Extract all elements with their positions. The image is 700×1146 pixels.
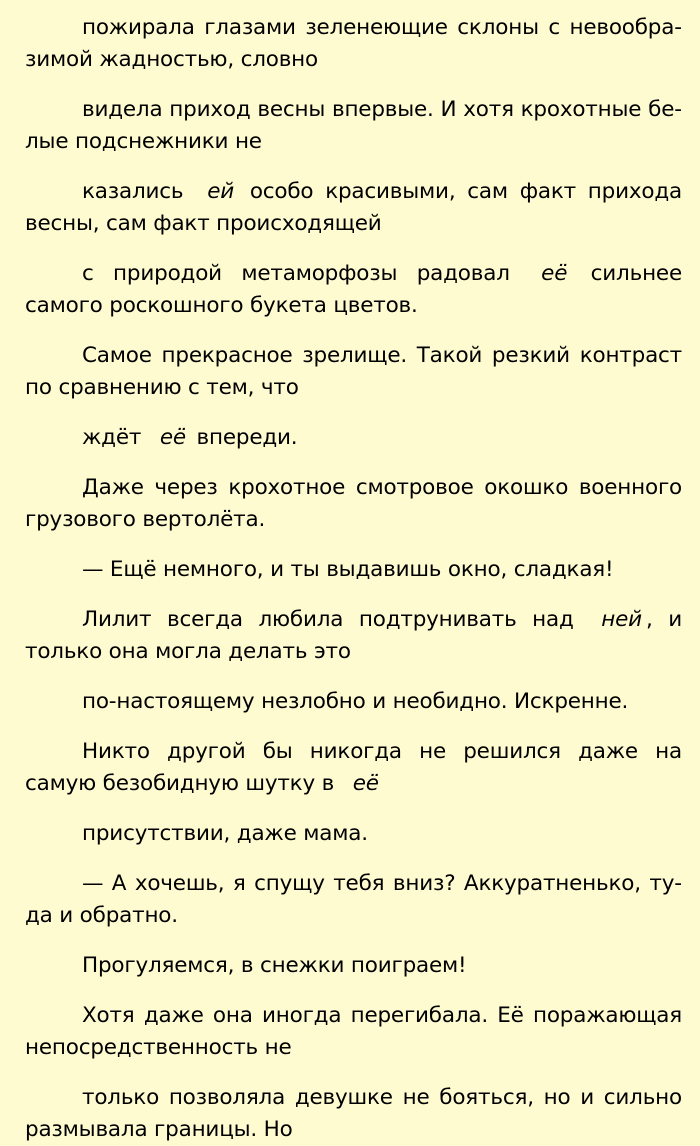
text-body — [25, 12, 682, 1146]
text-segment: Прогуляемся, в снежки поиграем! — [82, 953, 467, 978]
paragraph — [25, 176, 682, 240]
paragraph — [25, 422, 682, 454]
text-segment: только позволяла девушке не бояться, но и сильно размывала границы. Но — [25, 1085, 682, 1142]
paragraph — [25, 686, 682, 718]
text-segment: ждёт — [82, 425, 148, 450]
text-segment: присутствии, даже мама. — [82, 821, 368, 846]
paragraph — [25, 94, 682, 158]
paragraph — [25, 736, 682, 800]
text-segment: — А хочешь, я спущу тебя вниз? Аккуратненько, туда и обратно. — [25, 871, 682, 928]
paragraph — [25, 554, 682, 586]
paragraph — [25, 472, 682, 536]
paragraph — [25, 604, 682, 668]
text-segment: Лилит всегда любила подтрунивать над — [82, 607, 590, 632]
text-segment: Даже через крохотное смотровое окошко военного грузового вертолёта. — [25, 475, 682, 532]
text-segment: сильнее самого роскошного букета цветов. — [25, 261, 682, 318]
paragraph — [25, 1082, 682, 1146]
italic-pronoun: ней — [601, 607, 642, 632]
italic-pronoun: её — [541, 261, 568, 286]
text-segment: Хотя даже она иногда перегибала. Её поражающая непосредственность не — [25, 1003, 682, 1060]
text-segment: Самое прекрасное зрелище. Такой резкий контраст по сравнению с тем, что — [25, 343, 682, 400]
text-segment: по-настоящему незлобно и необидно. Искренне. — [82, 689, 629, 714]
paragraph — [25, 818, 682, 850]
text-segment: особо красивыми, сам факт прихода весны, сам факт происходящей — [25, 179, 682, 236]
italic-pronoun: ей — [207, 179, 235, 204]
text-segment: казались — [82, 179, 196, 204]
text-segment: — Ещё немного, и ты выдавишь окно, сладкая! — [82, 557, 614, 582]
paragraph — [25, 1000, 682, 1064]
italic-pronoun: её — [352, 771, 379, 796]
paragraph — [25, 868, 682, 932]
text-segment: с природой метаморфозы радовал — [82, 261, 530, 286]
text-segment: , и только она могла делать это — [25, 607, 682, 664]
text-segment: Никто другой бы никогда не решился даже на самую безобидную шутку в — [25, 739, 682, 796]
italic-pronoun: её — [159, 425, 186, 450]
text-segment: видела приход весны впервые. И хотя крохотные белые подснежники не — [25, 97, 682, 154]
paragraph — [25, 258, 682, 322]
text-segment: пожирала глазами зеленеющие склоны с невообразимой жадностью, словно — [25, 15, 682, 72]
text-segment: впереди. — [189, 425, 298, 450]
paragraph — [25, 950, 682, 982]
paragraph — [25, 340, 682, 404]
paragraph — [25, 12, 682, 76]
